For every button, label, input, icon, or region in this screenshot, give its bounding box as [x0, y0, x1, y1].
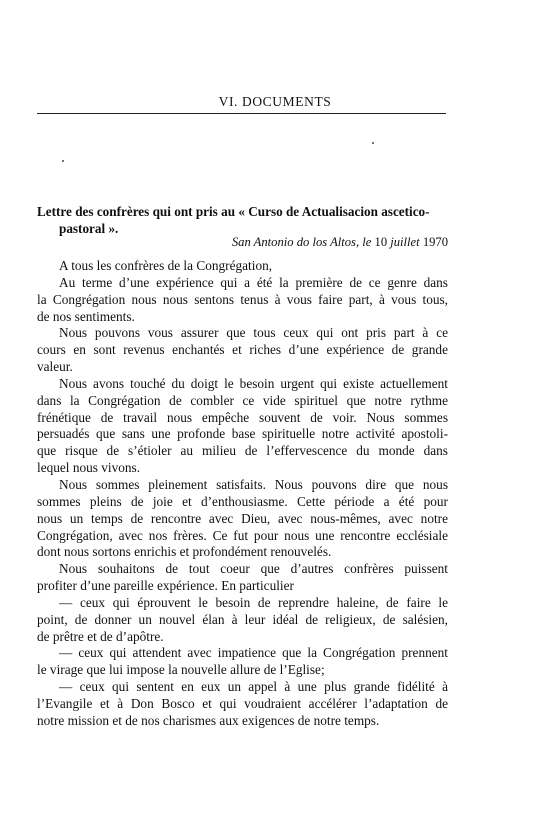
body-line: dans la Congrégation de combler ce vide spirituel que notre rythme	[37, 392, 448, 408]
body-line: — ceux qui éprouvent le besoin de reprendre haleine, de faire le	[59, 594, 448, 610]
body-line: valeur.	[37, 359, 73, 375]
running-head: VI. DOCUMENTS	[218, 94, 332, 109]
body-line: profiter d’une pareille expérience. En particulier	[37, 578, 294, 594]
body-line: persuadés que sans une profonde base spirituelle notre activité apostoli-	[37, 426, 448, 442]
date-year: 1970	[422, 235, 448, 249]
body-line: — ceux qui sentent en eux un appel à une plus grande fidélité à	[59, 679, 448, 695]
body-line: nous un temps de rencontre avec Dieu, avec nous-mêmes, avec notre	[37, 510, 448, 526]
body-line: lequel nous vivons.	[37, 460, 141, 476]
letter-title-line-1: Lettre des confrères qui ont pris au « Curso de Actualisacion ascetico-	[37, 204, 430, 219]
body-line: A tous les confrères de la Congrégation,	[59, 258, 273, 273]
body-line: de prêtre et de d’apôtre.	[37, 628, 164, 644]
letter-title-line-2: pastoral ».	[59, 221, 119, 236]
date-day: 10	[374, 235, 388, 249]
body-line: Nous souhaitons de tout coeur que d’autres confrères puissent	[59, 561, 448, 577]
body-line: Nous sommes pleinement satisfaits. Nous pouvons dire que nous	[59, 476, 448, 492]
body-line: point, de donner un nouvel élan à leur idéal de religieux, de salésien,	[37, 611, 448, 627]
header-rule	[37, 113, 446, 114]
body-line: que risque de s’étioler au milieu de l’effervescence du monde dans	[37, 443, 448, 459]
body-line: Nous pouvons vous assurer que tous ceux qui ont pris part à ce	[59, 325, 448, 341]
print-speck	[372, 142, 374, 144]
body-line: Congrégation, avec nos frères. Ce fut pour nous une rencontre ecclésiale	[37, 527, 448, 543]
body-line: le virage que lui impose la nouvelle allure de l’Eglise;	[37, 662, 325, 678]
dateline	[37, 235, 448, 250]
body-line: sommes pleins de joie et d’enthousiasme. Cette période a été pour	[37, 493, 448, 509]
letter-body	[37, 258, 448, 730]
letter-title	[37, 203, 449, 237]
body-line: — ceux qui attendent avec impatience que la Congrégation prennent	[59, 645, 448, 661]
body-line: l’Evangile et à Don Bosco et qui voudraient accélérer l’adaptation de	[37, 695, 448, 711]
body-line: Au terme d’une expérience qui a été la première de ce genre dans	[59, 274, 448, 290]
body-line: cours en sont revenus enchantés et riches d’une expérience de grande	[37, 342, 448, 358]
body-line: notre mission et de nos charismes aux exigences de notre temps.	[37, 712, 380, 728]
body-line: Nous avons touché du doigt le besoin urgent qui existe actuellement	[59, 375, 448, 391]
body-line: de nos sentiments.	[37, 308, 135, 324]
date-month: juillet	[390, 235, 420, 249]
body-line: frénétique de travail nous empêche souvent de voir. Nous sommes	[37, 409, 448, 425]
body-line: dont nous sortons enrichis et profondément renouvelés.	[37, 544, 332, 560]
date-place: San Antonio do los Altos, le	[231, 235, 372, 249]
print-speck	[62, 160, 64, 162]
body-line: la Congrégation nous nous sentons tenus à vous faire part, à vous tous,	[37, 291, 448, 307]
